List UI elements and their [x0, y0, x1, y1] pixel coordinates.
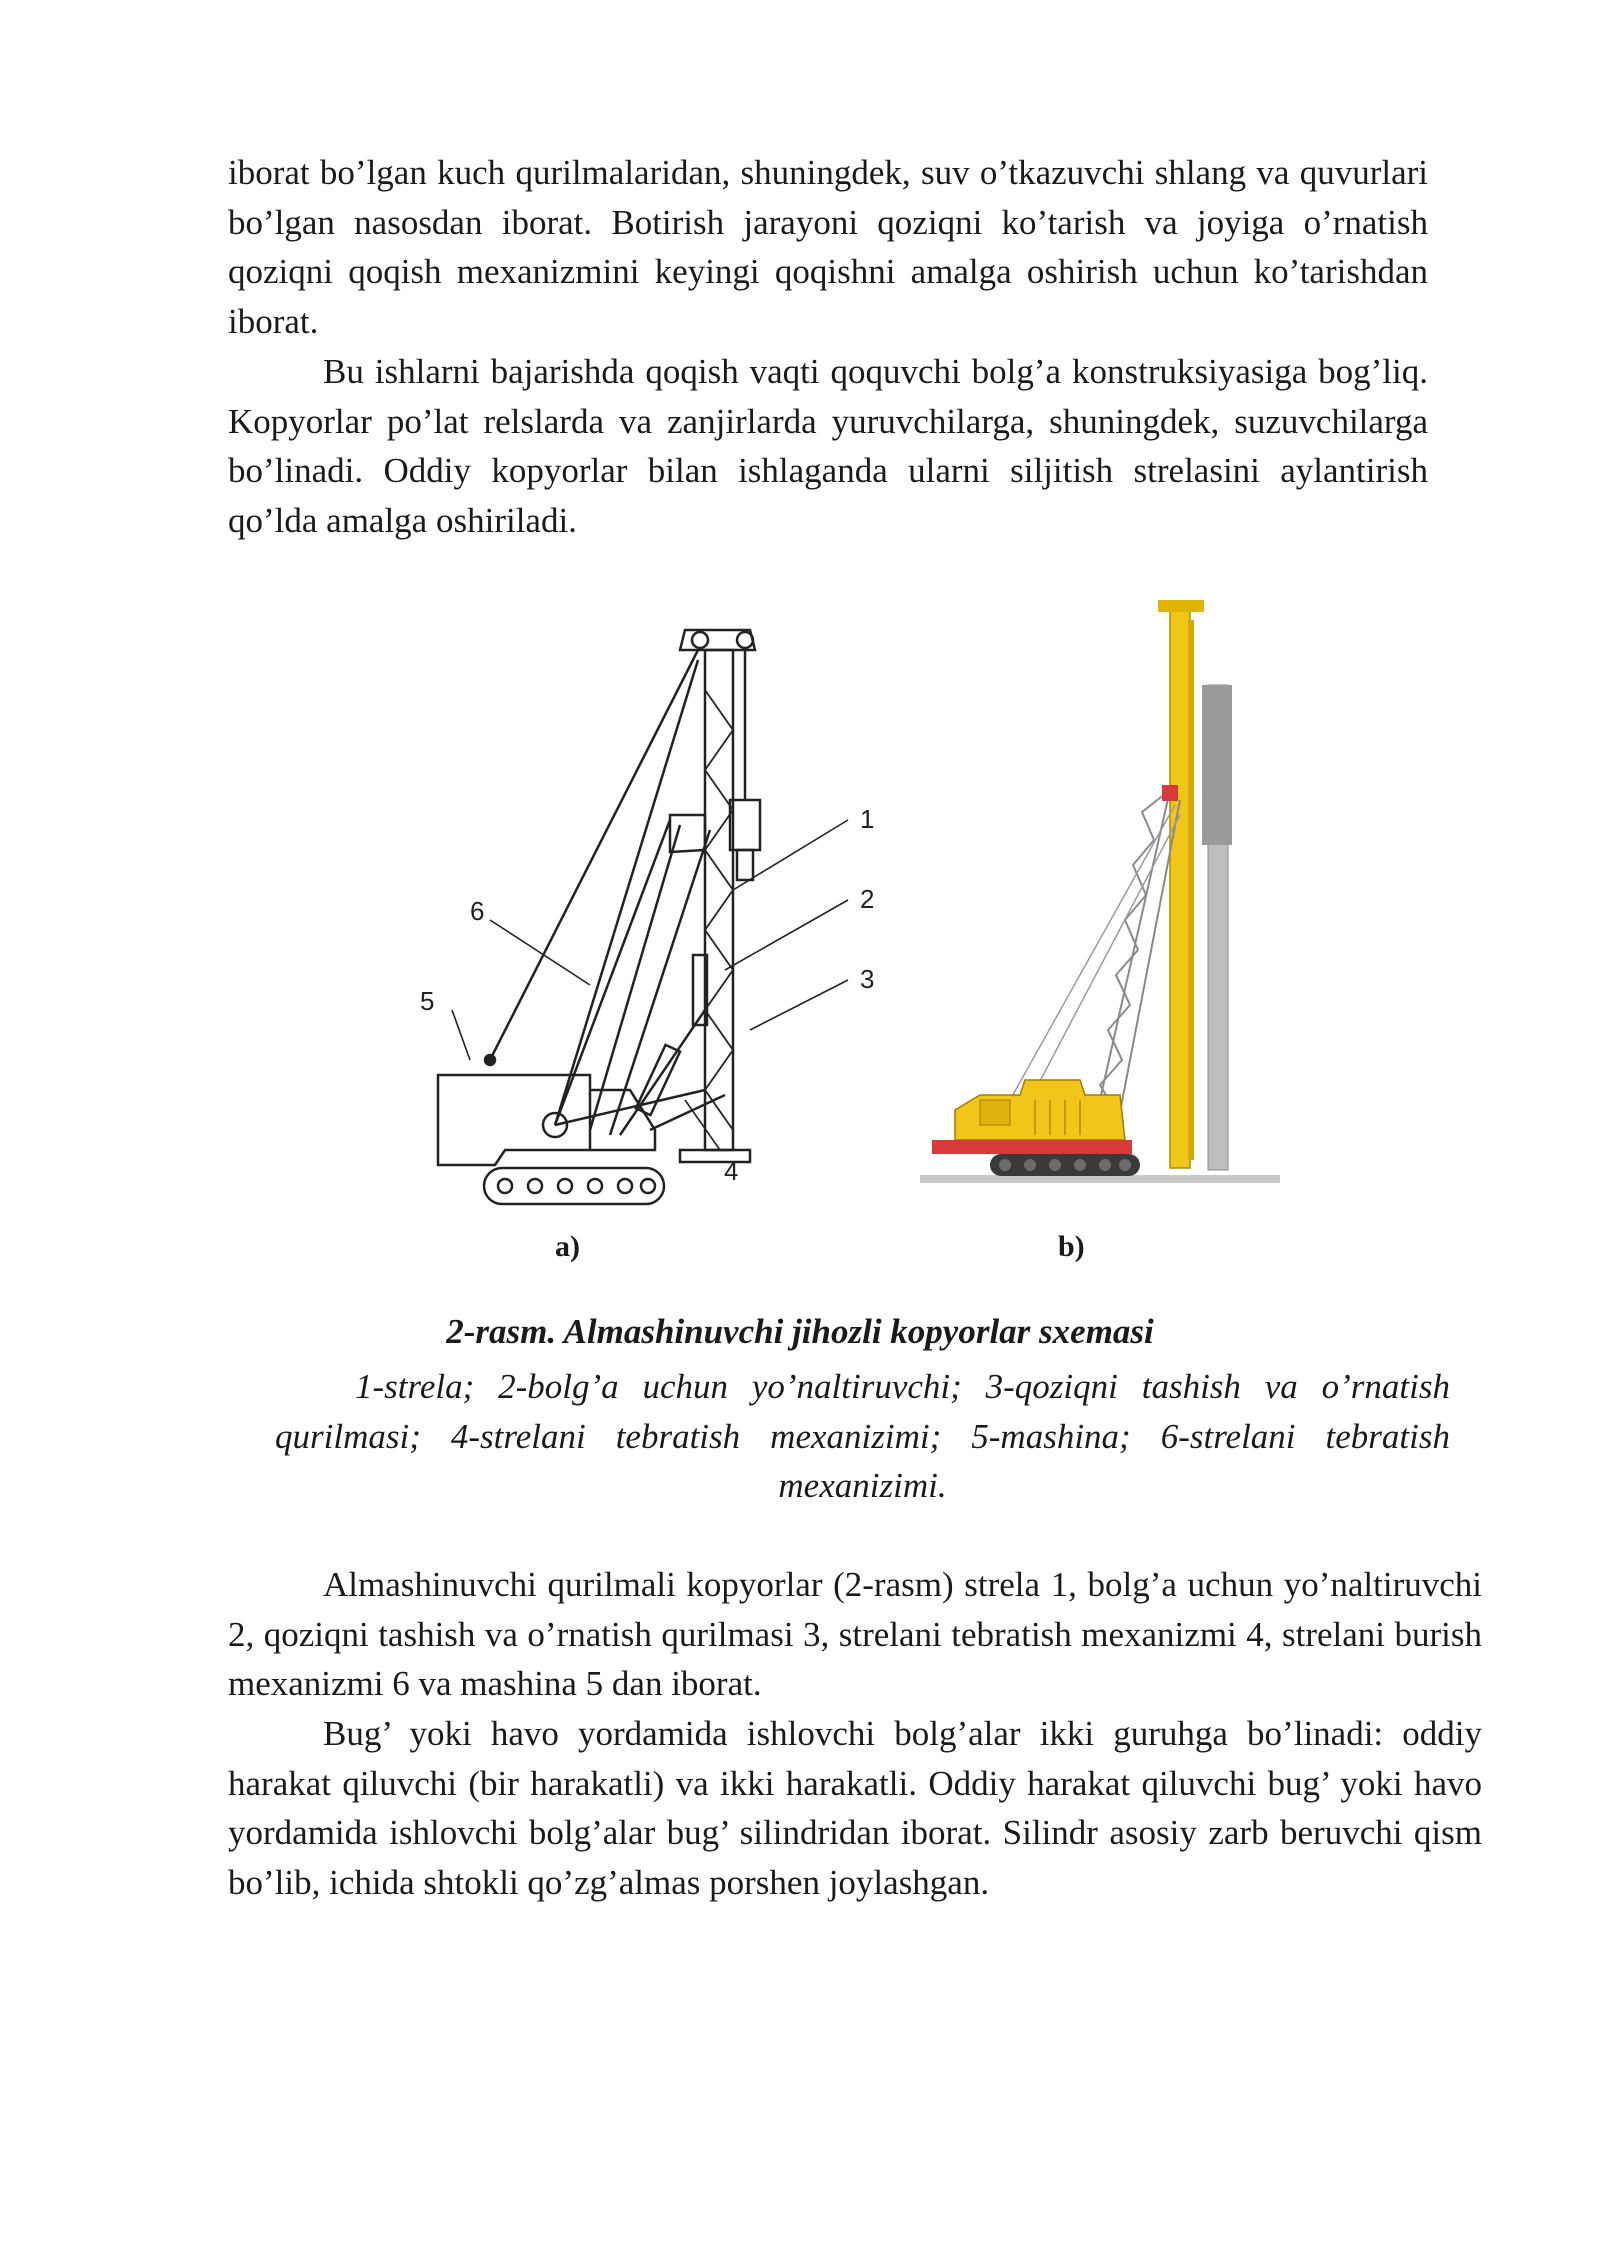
figure-part-a-label: a) — [555, 1230, 580, 1263]
callout-6: 6 — [470, 896, 485, 926]
figure-caption-title: 2-rasm. Almashinuvchi jihozli kopyorlar sxemasi — [446, 1312, 1154, 1351]
lattice-boom — [1092, 790, 1180, 1138]
callout-4: 4 — [724, 1156, 739, 1186]
callout-3: 3 — [860, 964, 875, 994]
callout-1: 1 — [860, 804, 875, 834]
diagram-a — [438, 630, 848, 1204]
diagram-a-callouts — [420, 804, 874, 1186]
paragraph-1: iborat bo’lgan kuch qurilmalaridan, shuningdek, suv o’tkazuvchi shlang va quvurlari bo’lgan nasosdan iborat. Botirish jarayoni qoziqni ko’tarish va joyiga o’rnatish qoziqni qoqish mexanizmini keyingi qoqishni amalga oshirish uchun ko’tarishdan iborat. — [228, 153, 1428, 341]
paragraph-4: Bug’ yoki havo yordamida ishlovchi bolg’alar ikki guruhga bo’linadi: oddiy harakat qiluvchi (bir harakatli) va ikki harakatli. Oddiy harakat qiluvchi bug’ yoki havo yordamida ishlovchi bolg’alar bug’ silindridan iborat. Silindr asosiy zarb beruvchi qism bo’lib, ichida shtokli qo’zg’almas porshen joylashgan. — [228, 1714, 1482, 1902]
callout-5: 5 — [420, 986, 435, 1016]
figure-pile-drivers — [380, 590, 1310, 1290]
hammer — [730, 800, 760, 850]
figure-caption-text: 1-strela; 2-bolg’a uchun yo’naltiruvchi; 3-qoziqni tashish va o’rnatish qurilmasi; 4-strelani tebratish mexanizimi; 5-mashina; 6-strelani tebratish mexanizimi. — [275, 1367, 1450, 1505]
diagram-b — [920, 600, 1280, 1183]
paragraph-3: Almashinuvchi qurilmali kopyorlar (2-rasm) strela 1, bolg’a uchun yo’naltiruvchi 2, qoziqni tashish va o’rnatish qurilmasi 3, strelani tebratish mexanizmi 4, strelani burish mexanizmi 6 va mashina 5 dan iborat. — [228, 1565, 1482, 1703]
callout-2: 2 — [860, 884, 875, 914]
boom — [555, 660, 698, 1125]
crane-base — [932, 1140, 1132, 1154]
paragraph-2: Bu ishlarni bajarishda qoqish vaqti qoquvchi bolg’a konstruksiyasiga bog’liq. Kopyorlar po’lat relslarda va zanjirlarda yuruvchilarga, shuningdek, suzuvchilarga bo’linadi. Oddiy kopyorlar bilan ishlaganda ularni siljitish strelasini aylantirish qo’lda amalga oshiriladi. — [228, 352, 1428, 540]
figure-part-b-label: b) — [1058, 1230, 1085, 1263]
crane-tracks — [990, 1154, 1140, 1176]
figure-illustration — [380, 590, 1310, 1230]
yellow-mast — [1170, 608, 1190, 1168]
